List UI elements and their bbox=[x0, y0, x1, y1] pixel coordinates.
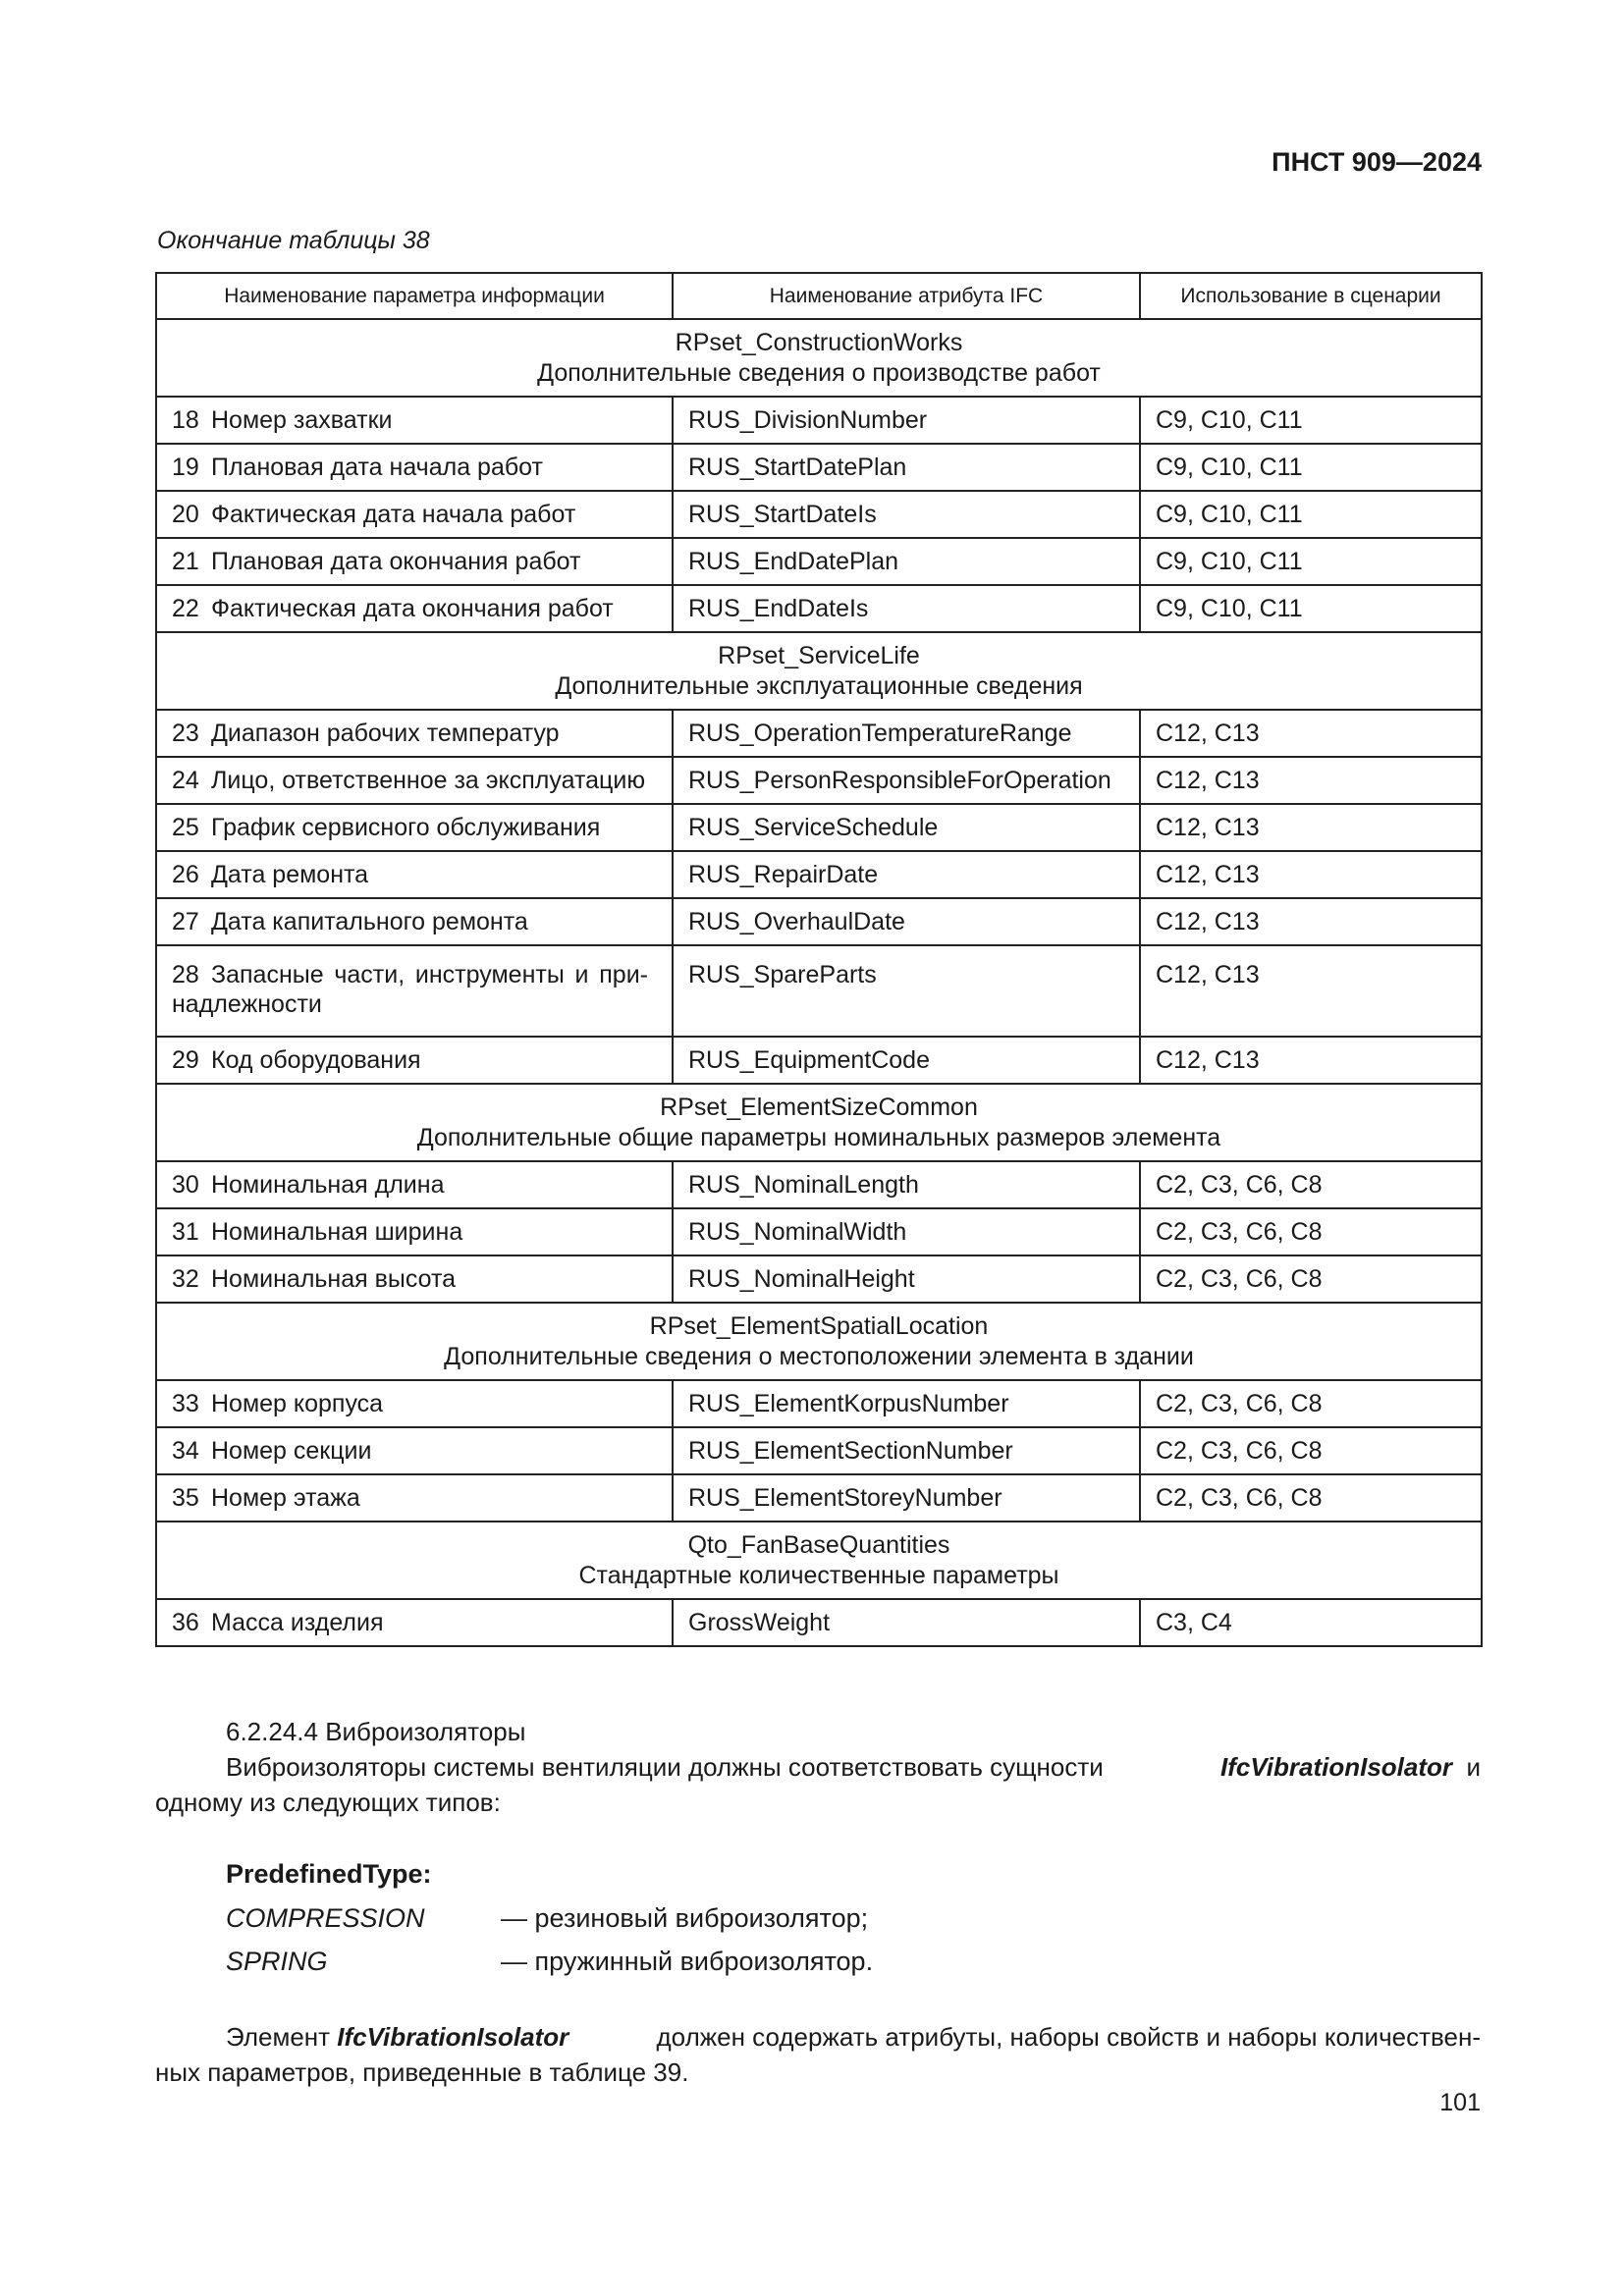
table-body bbox=[156, 319, 1482, 1646]
table-row bbox=[156, 1474, 1482, 1522]
ifc-attribute-cell: RUS_NominalHeight bbox=[673, 1255, 1140, 1303]
parameter-cell bbox=[156, 1255, 673, 1303]
paragraph-1 bbox=[155, 1749, 1481, 1820]
parameter-name: Код оборудования bbox=[211, 1045, 421, 1074]
row-number: 32 bbox=[172, 1264, 199, 1293]
ifc-attribute-cell: RUS_StartDateIs bbox=[673, 491, 1140, 538]
scenario-usage-cell: C12, C13 bbox=[1140, 945, 1482, 1037]
row-number: 29 bbox=[172, 1045, 199, 1074]
property-set-name: Qto_FanBaseQuantities bbox=[687, 1530, 950, 1559]
ifc-attribute-cell: RUS_SpareParts bbox=[673, 945, 1140, 1037]
row-number: 19 bbox=[172, 453, 199, 481]
table-row bbox=[156, 444, 1482, 491]
table-row bbox=[156, 804, 1482, 851]
scenario-usage-cell: C2, C3, C6, C8 bbox=[1140, 1161, 1482, 1208]
parameter-name: Лицо, ответственное за эксплуатацию bbox=[211, 766, 646, 794]
parameter-name: Дата ремонта bbox=[211, 860, 369, 888]
parameter-cell bbox=[156, 491, 673, 538]
paragraph-1-line2: одному из следующих типов: bbox=[155, 1788, 501, 1817]
paragraph-1-end: и bbox=[1466, 1752, 1481, 1782]
row-number: 23 bbox=[172, 719, 199, 747]
row-number: 33 bbox=[172, 1389, 199, 1417]
ifc-attribute-cell: RUS_EndDatePlan bbox=[673, 538, 1140, 585]
parameter-cell bbox=[156, 1380, 673, 1427]
parameter-name: Номинальная длина bbox=[211, 1170, 445, 1199]
property-set-cell bbox=[156, 319, 1482, 397]
scenario-usage-cell: C9, C10, C11 bbox=[1140, 491, 1482, 538]
row-number: 34 bbox=[172, 1436, 199, 1465]
property-set-name: RPset_ElementSizeCommon bbox=[660, 1093, 978, 1121]
scenario-usage-cell: C9, C10, C11 bbox=[1140, 444, 1482, 491]
ifc-attribute-cell: RUS_NominalLength bbox=[673, 1161, 1140, 1208]
type-name: SPRING bbox=[226, 1947, 328, 1976]
ifc-attribute-cell: RUS_NominalWidth bbox=[673, 1208, 1140, 1255]
parameter-name: Номинальная высота bbox=[211, 1264, 457, 1293]
row-number: 24 bbox=[172, 766, 199, 794]
scenario-usage-cell: C12, C13 bbox=[1140, 1037, 1482, 1084]
parameter-name: Номер секции bbox=[211, 1436, 372, 1465]
table-row bbox=[156, 585, 1482, 632]
entity-name: IfcVibrationIsolator bbox=[1220, 1752, 1453, 1782]
parameter-cell bbox=[156, 1161, 673, 1208]
column-header-usage: Использование в сценарии bbox=[1140, 273, 1482, 319]
parameter-name: График сервисного обслуживания bbox=[211, 813, 601, 841]
property-set-description: Дополнительные сведения о местоположении элемента в здании bbox=[444, 1342, 1194, 1370]
table-row bbox=[156, 491, 1482, 538]
parameter-name: Масса изделия bbox=[211, 1608, 384, 1636]
type-description: — пружинный виброизолятор. bbox=[501, 1947, 874, 1976]
parameter-name: Запасные части, инструменты и при- bbox=[211, 961, 648, 988]
type-description: — резиновый виброизолятор; bbox=[501, 1903, 869, 1933]
table-row bbox=[156, 1208, 1482, 1255]
parameter-name: Номер этажа bbox=[211, 1483, 360, 1512]
table-row bbox=[156, 397, 1482, 444]
table-row bbox=[156, 538, 1482, 585]
property-set-group-row bbox=[156, 1084, 1482, 1161]
section-heading: 6.2.24.4 Виброизоляторы bbox=[226, 1717, 526, 1746]
parameter-cell bbox=[156, 851, 673, 898]
parameter-name: Плановая дата окончания работ bbox=[211, 547, 581, 575]
type-entry-compression bbox=[226, 1903, 868, 1934]
table-row bbox=[156, 710, 1482, 757]
scenario-usage-cell: C12, C13 bbox=[1140, 851, 1482, 898]
table-row bbox=[156, 1255, 1482, 1303]
table-row bbox=[156, 898, 1482, 945]
parameter-cell bbox=[156, 444, 673, 491]
row-number: 28 bbox=[172, 961, 199, 988]
row-number: 20 bbox=[172, 500, 199, 528]
property-set-group-row bbox=[156, 319, 1482, 397]
attributes-table bbox=[155, 272, 1483, 1647]
parameter-cell bbox=[156, 1599, 673, 1646]
scenario-usage-cell: C3, C4 bbox=[1140, 1599, 1482, 1646]
parameter-cell bbox=[156, 710, 673, 757]
parameter-cell bbox=[156, 945, 673, 1037]
parameter-cell bbox=[156, 804, 673, 851]
parameter-name: Плановая дата начала работ bbox=[211, 453, 543, 481]
table-row bbox=[156, 1599, 1482, 1646]
table-header-row bbox=[156, 273, 1482, 319]
table-row bbox=[156, 1037, 1482, 1084]
parameter-cell bbox=[156, 1474, 673, 1522]
row-number: 21 bbox=[172, 547, 199, 575]
property-set-description: Дополнительные сведения о производстве работ bbox=[537, 358, 1101, 387]
table-row bbox=[156, 1427, 1482, 1474]
property-set-cell bbox=[156, 1522, 1482, 1599]
parameter-cell bbox=[156, 1037, 673, 1084]
document-code: ПНСТ 909—2024 bbox=[1272, 147, 1482, 177]
property-set-description: Дополнительные общие параметры номинальных размеров элемента bbox=[416, 1123, 1221, 1151]
ifc-attribute-cell: RUS_EquipmentCode bbox=[673, 1037, 1140, 1084]
parameter-cell bbox=[156, 898, 673, 945]
ifc-attribute-cell: RUS_ElementKorpusNumber bbox=[673, 1380, 1140, 1427]
scenario-usage-cell: C2, C3, C6, C8 bbox=[1140, 1380, 1482, 1427]
scenario-usage-cell: C9, C10, C11 bbox=[1140, 538, 1482, 585]
row-number: 27 bbox=[172, 907, 199, 935]
scenario-usage-cell: C12, C13 bbox=[1140, 757, 1482, 804]
ifc-attribute-cell: RUS_ElementStoreyNumber bbox=[673, 1474, 1140, 1522]
paragraph-2-start: Элемент bbox=[226, 2022, 331, 2052]
parameter-name-continued: надлежности bbox=[172, 990, 322, 1018]
property-set-description: Стандартные количественные параметры bbox=[578, 1561, 1059, 1589]
parameter-name: Дата капитального ремонта bbox=[211, 907, 528, 935]
ifc-attribute-cell: RUS_PersonResponsibleForOperation bbox=[673, 757, 1140, 804]
parameter-cell bbox=[156, 585, 673, 632]
row-number: 18 bbox=[172, 405, 199, 434]
table-row bbox=[156, 851, 1482, 898]
ifc-attribute-cell: RUS_ServiceSchedule bbox=[673, 804, 1140, 851]
row-number: 25 bbox=[172, 813, 199, 841]
table-row bbox=[156, 1161, 1482, 1208]
property-set-name: RPset_ElementSpatialLocation bbox=[649, 1311, 989, 1340]
ifc-attribute-cell: RUS_OperationTemperatureRange bbox=[673, 710, 1140, 757]
parameter-cell bbox=[156, 397, 673, 444]
paragraph-2-end: должен содержать атрибуты, наборы свойств и наборы количествен- bbox=[656, 2022, 1481, 2052]
property-set-group-row bbox=[156, 1522, 1482, 1599]
ifc-attribute-cell: RUS_DivisionNumber bbox=[673, 397, 1140, 444]
row-number: 30 bbox=[172, 1170, 199, 1199]
property-set-group-row bbox=[156, 1303, 1482, 1380]
paragraph-1-start: Виброизоляторы системы вентиляции должны соответствовать сущности bbox=[226, 1752, 1104, 1782]
ifc-attribute-cell: RUS_OverhaulDate bbox=[673, 898, 1140, 945]
parameter-name: Номинальная ширина bbox=[211, 1217, 463, 1246]
row-number: 35 bbox=[172, 1483, 199, 1512]
ifc-attribute-cell: RUS_StartDatePlan bbox=[673, 444, 1140, 491]
parameter-cell bbox=[156, 538, 673, 585]
table-row bbox=[156, 945, 1482, 1037]
parameter-name: Диапазон рабочих температур bbox=[211, 719, 560, 747]
property-set-description: Дополнительные эксплуатационные сведения bbox=[555, 671, 1083, 700]
table-caption: Окончание таблицы 38 bbox=[157, 227, 430, 254]
column-header-parameter: Наименование параметра информации bbox=[156, 273, 673, 319]
property-set-name: RPset_ConstructionWorks bbox=[675, 328, 963, 356]
row-number: 36 bbox=[172, 1608, 199, 1636]
predefined-type-label: PredefinedType: bbox=[226, 1859, 432, 1889]
scenario-usage-cell: C12, C13 bbox=[1140, 710, 1482, 757]
parameter-cell bbox=[156, 757, 673, 804]
property-set-group-row bbox=[156, 632, 1482, 710]
parameter-name: Фактическая дата окончания работ bbox=[211, 594, 614, 622]
row-number: 26 bbox=[172, 860, 199, 888]
ifc-attribute-cell: RUS_RepairDate bbox=[673, 851, 1140, 898]
scenario-usage-cell: C2, C3, C6, C8 bbox=[1140, 1427, 1482, 1474]
page-number: 101 bbox=[1439, 2089, 1481, 2116]
ifc-attribute-cell: RUS_ElementSectionNumber bbox=[673, 1427, 1140, 1474]
scenario-usage-cell: C12, C13 bbox=[1140, 898, 1482, 945]
scenario-usage-cell: C9, C10, C11 bbox=[1140, 397, 1482, 444]
type-name: COMPRESSION bbox=[226, 1903, 425, 1933]
parameter-name: Номер захватки bbox=[211, 405, 393, 434]
scenario-usage-cell: C12, C13 bbox=[1140, 804, 1482, 851]
table-row bbox=[156, 1380, 1482, 1427]
type-entry-spring bbox=[226, 1947, 873, 1977]
property-set-cell bbox=[156, 1303, 1482, 1380]
parameter-name: Фактическая дата начала работ bbox=[211, 500, 576, 528]
parameter-name: Номер корпуса bbox=[211, 1389, 384, 1417]
parameter-cell bbox=[156, 1208, 673, 1255]
scenario-usage-cell: C2, C3, C6, C8 bbox=[1140, 1255, 1482, 1303]
scenario-usage-cell: C9, C10, C11 bbox=[1140, 585, 1482, 632]
column-header-attribute: Наименование атрибута IFC bbox=[673, 273, 1140, 319]
entity-name: IfcVibrationIsolator bbox=[337, 2022, 569, 2052]
row-number: 22 bbox=[172, 594, 199, 622]
table-row bbox=[156, 757, 1482, 804]
property-set-name: RPset_ServiceLife bbox=[718, 641, 920, 669]
scenario-usage-cell: C2, C3, C6, C8 bbox=[1140, 1208, 1482, 1255]
scenario-usage-cell: C2, C3, C6, C8 bbox=[1140, 1474, 1482, 1522]
paragraph-2-line2: ных параметров, приведенные в таблице 39. bbox=[155, 2057, 689, 2087]
row-number: 31 bbox=[172, 1217, 199, 1246]
ifc-attribute-cell: GrossWeight bbox=[673, 1599, 1140, 1646]
property-set-cell bbox=[156, 632, 1482, 710]
property-set-cell bbox=[156, 1084, 1482, 1161]
paragraph-2 bbox=[155, 2019, 1481, 2090]
ifc-attribute-cell: RUS_EndDateIs bbox=[673, 585, 1140, 632]
parameter-cell bbox=[156, 1427, 673, 1474]
section-heading-line bbox=[155, 1714, 1481, 1749]
